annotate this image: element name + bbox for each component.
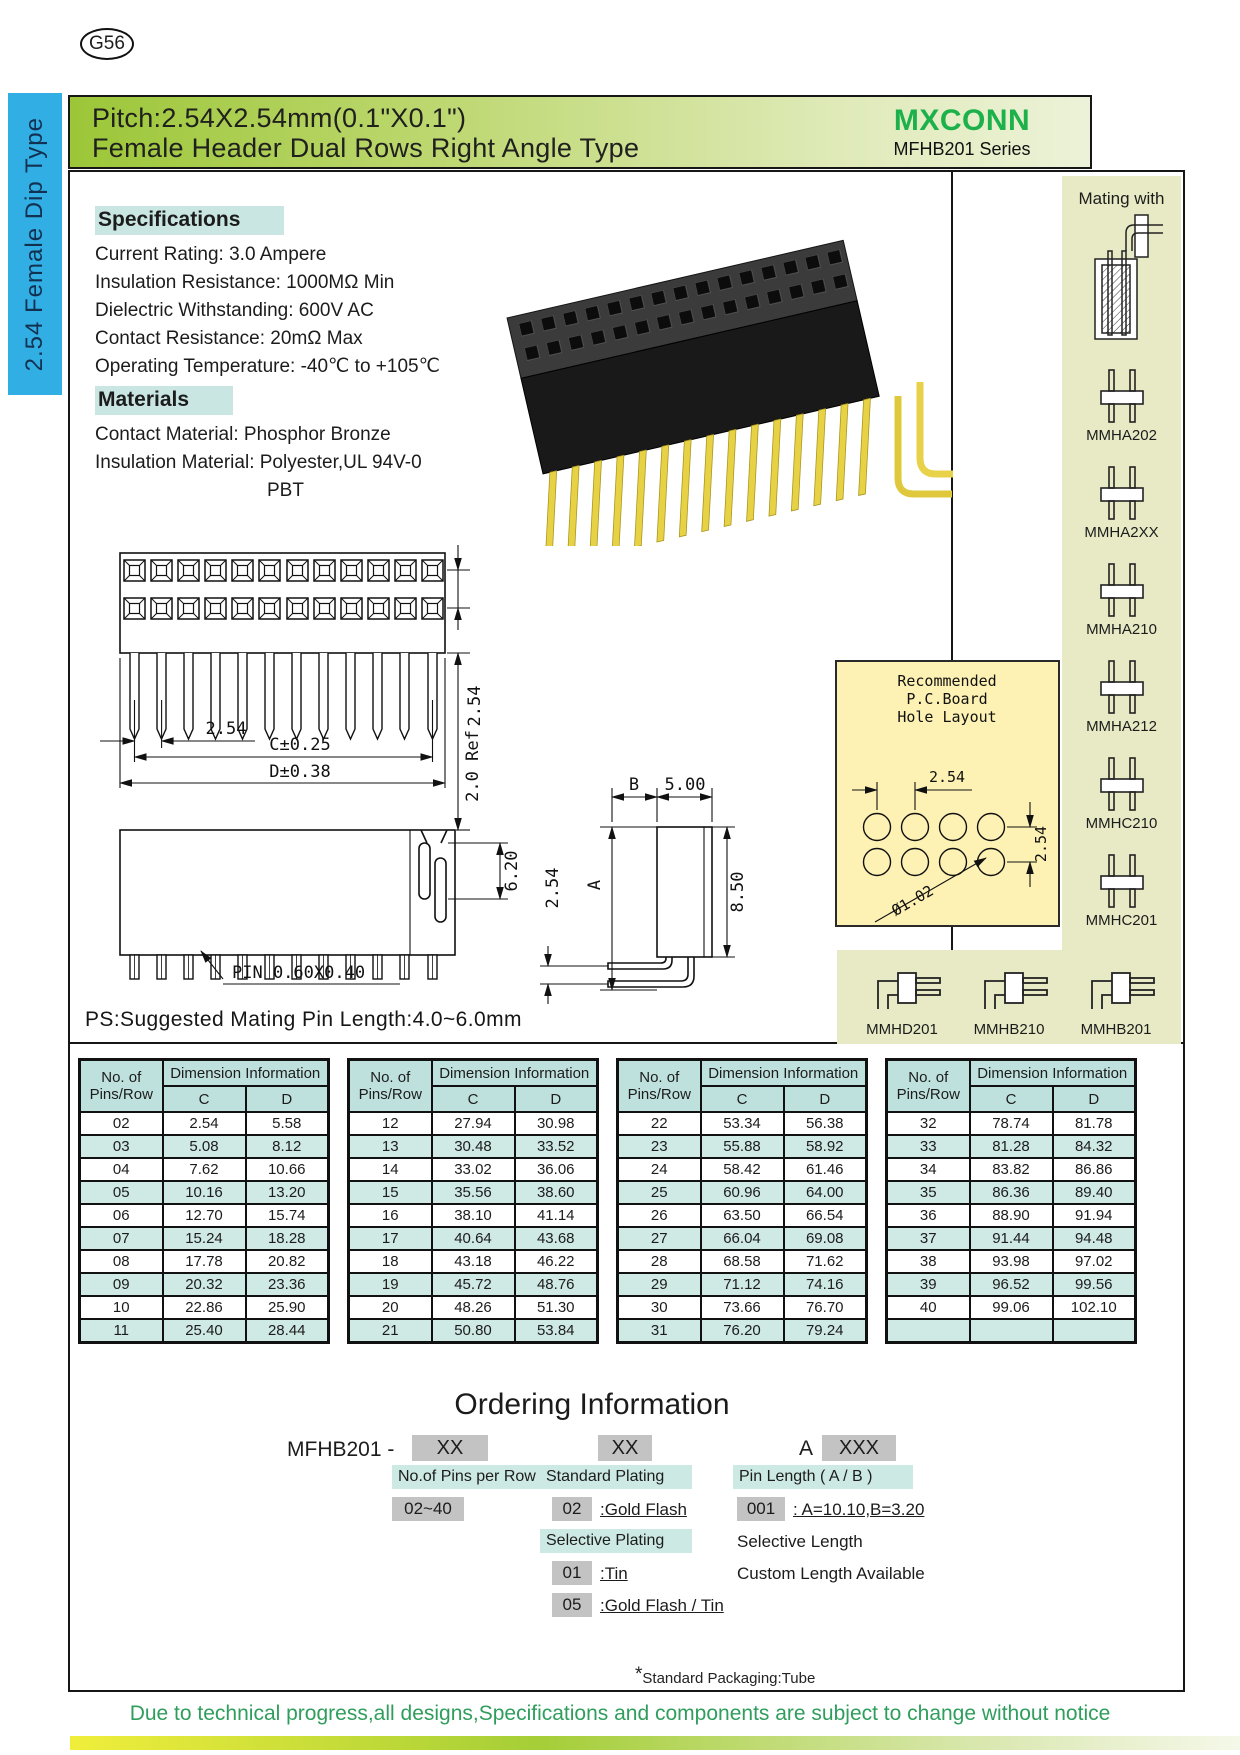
- table-row: 36 88.90 91.94: [887, 1204, 1136, 1227]
- pin-header-icon: [1091, 464, 1153, 522]
- table-row: 02 2.54 5.58: [80, 1112, 329, 1135]
- ordering-code-05: 05: [552, 1593, 592, 1617]
- spec-line: Operating Temperature: -40℃ to +105℃: [95, 356, 440, 377]
- bottom-accent-bar: [70, 1736, 1240, 1750]
- brand-block: [857, 104, 1067, 160]
- ordering-code-01: 01: [552, 1561, 592, 1585]
- table-row: 38 93.98 97.02: [887, 1250, 1136, 1273]
- pin-header-icon: [1091, 367, 1153, 425]
- series-name: MFHB201 Series: [893, 139, 1031, 159]
- table-row: 34 83.82 86.86: [887, 1158, 1136, 1181]
- materials-heading: Materials: [95, 386, 233, 415]
- col-header-dimension: Dimension Information: [163, 1060, 329, 1087]
- dimension-table-2: [347, 1058, 599, 1344]
- mating-part-label: MMHC201: [1085, 912, 1158, 929]
- specifications-section: [95, 206, 440, 381]
- technical-drawing: [75, 545, 955, 1037]
- footer-disclaimer: Due to technical progress,all designs,Specifications and components are subject to change without notice: [129, 1702, 1111, 1725]
- dim-c: C±0.25: [269, 735, 331, 755]
- specifications-heading: Specifications: [95, 206, 284, 235]
- dim-row-pitch: 2.54: [465, 685, 485, 727]
- mating-item: [1084, 541, 1158, 638]
- asterisk-mark: *: [635, 1664, 643, 1685]
- ordering-field-plating: XX: [598, 1435, 652, 1461]
- dimension-table-1: [78, 1058, 330, 1344]
- table-row: 06 12.70 15.74: [80, 1204, 329, 1227]
- mating-part-label: MMHA210: [1086, 621, 1157, 638]
- pin-header-icon: [1091, 755, 1153, 813]
- table-row: 19 45.72 48.76: [349, 1273, 598, 1296]
- dim-pitch: 2.54: [205, 719, 247, 739]
- table-row: 22 53.34 56.38: [618, 1112, 867, 1135]
- mating-pin-length-note: PS:Suggested Mating Pin Length:4.0~6.0mm: [85, 1008, 522, 1031]
- ordering-field-pins: XX: [412, 1435, 488, 1461]
- table-row: 14 33.02 36.06: [349, 1158, 598, 1181]
- mating-item: [1084, 638, 1158, 735]
- table-row: 05 10.16 13.20: [80, 1181, 329, 1204]
- dimension-table-3: [616, 1058, 868, 1344]
- table-row: 26 63.50 66.54: [618, 1204, 867, 1227]
- table-row: 18 43.18 46.22: [349, 1250, 598, 1273]
- table-row: 04 7.62 10.66: [80, 1158, 329, 1181]
- mating-part-label: MMHB210: [973, 1021, 1045, 1038]
- mating-item: [967, 969, 1051, 1038]
- sidebar-category-label: 2.54 Female Dip Type: [21, 116, 48, 372]
- ordering-note-custom-length: Custom Length Available: [737, 1564, 925, 1583]
- dim-ref: 2.0 Ref: [463, 730, 483, 802]
- pcb-title-line2: P.C.Board: [906, 690, 988, 708]
- col-header-pins: No. of Pins/Row: [887, 1060, 970, 1113]
- ordering-part-prefix: MFHB201 -: [287, 1438, 395, 1461]
- mating-item: [1084, 832, 1158, 929]
- materials-list: [95, 421, 422, 505]
- ordering-sel-plating-label: Selective Plating: [540, 1529, 692, 1553]
- table-row: 10 22.86 25.90: [80, 1296, 329, 1319]
- ordering-desc-gold-flash-tin: :Gold Flash / Tin: [600, 1596, 724, 1615]
- page-badge: [80, 28, 134, 60]
- mating-part-label: MMHB201: [1080, 1021, 1152, 1038]
- pin-header-icon: [1091, 561, 1153, 619]
- col-header-pins: No. of Pins/Row: [349, 1060, 432, 1113]
- mating-item: [1084, 735, 1158, 832]
- table-row: 11 25.40 28.44: [80, 1319, 329, 1343]
- pcb-dim-horizontal: 2.54: [928, 768, 966, 786]
- ordering-code-001: 001: [737, 1497, 785, 1521]
- page-badge-label: G56: [89, 33, 125, 54]
- table-row: 35 86.36 89.40: [887, 1181, 1136, 1204]
- table-row: 03 5.08 8.12: [80, 1135, 329, 1158]
- col-header-d: D: [246, 1086, 329, 1112]
- table-row: 13 30.48 33.52: [349, 1135, 598, 1158]
- table-row: 27 66.04 69.08: [618, 1227, 867, 1250]
- spec-line: Insulation Resistance: 1000MΩ Min: [95, 272, 395, 293]
- ordering-pins-range: 02~40: [392, 1497, 464, 1521]
- table-row: 07 15.24 18.28: [80, 1227, 329, 1250]
- packaging-note: [635, 1664, 815, 1687]
- dim-height: 6.20: [502, 850, 522, 892]
- ordering-field-a: A: [799, 1437, 814, 1460]
- right-angle-header-icon: [860, 969, 944, 1019]
- table-row: 29 71.12 74.16: [618, 1273, 867, 1296]
- material-line: Contact Material: Phosphor Bronze: [95, 424, 391, 445]
- mating-item: [1084, 444, 1158, 541]
- col-header-c: C: [163, 1086, 246, 1112]
- dim-850: 8.50: [728, 871, 748, 913]
- col-header-dimension: Dimension Information: [970, 1060, 1136, 1087]
- pin-header-icon: [1091, 658, 1153, 716]
- table-row: 40 99.06 102.10: [887, 1296, 1136, 1319]
- product-photo: [468, 196, 953, 546]
- mating-items: [1084, 347, 1158, 929]
- header-bar: [68, 95, 1092, 169]
- col-header-dimension: Dimension Information: [701, 1060, 867, 1087]
- mating-item: [1074, 969, 1158, 1038]
- table-row: 32 78.74 81.78: [887, 1112, 1136, 1135]
- table-row: 37 91.44 94.48: [887, 1227, 1136, 1250]
- table-row: [887, 1319, 1136, 1343]
- mating-part-label: MMHA202: [1086, 427, 1157, 444]
- col-header-c: C: [701, 1086, 784, 1112]
- header-title-line1: Pitch:2.54X2.54mm(0.1"X0.1"): [92, 103, 467, 133]
- table-row: 20 48.26 51.30: [349, 1296, 598, 1319]
- table-row: 23 55.88 58.92: [618, 1135, 867, 1158]
- pin-size-note: PIN 0.60X0.40: [232, 963, 366, 983]
- col-header-d: D: [515, 1086, 598, 1112]
- mating-cross-section-figure: [1077, 213, 1167, 347]
- col-header-c: C: [970, 1086, 1053, 1112]
- mating-title: Mating with: [1078, 189, 1165, 208]
- mating-item: [860, 969, 944, 1038]
- col-header-dimension: Dimension Information: [432, 1060, 598, 1087]
- right-angle-header-icon: [967, 969, 1051, 1019]
- specifications-list: [95, 241, 440, 381]
- ordering-desc-gold-flash: :Gold Flash: [600, 1500, 687, 1519]
- col-header-d: D: [784, 1086, 867, 1112]
- mating-part-label: MMHD201: [866, 1021, 938, 1038]
- right-angle-header-icon: [1074, 969, 1158, 1019]
- dim-254: 2.54: [543, 867, 563, 909]
- table-row: 15 35.56 38.60: [349, 1181, 598, 1204]
- pcb-dim-vertical: 2.54: [1032, 825, 1050, 863]
- sidebar-category-tab: [8, 93, 62, 395]
- dimension-table-4: [885, 1058, 1137, 1344]
- mating-part-label: MMHA2XX: [1084, 524, 1159, 541]
- dimension-tables: [78, 1058, 1137, 1344]
- table-row: 31 76.20 79.24: [618, 1319, 867, 1343]
- ordering-desc-length: : A=10.10,B=3.20: [793, 1500, 925, 1519]
- table-row: 30 73.66 76.70: [618, 1296, 867, 1319]
- mating-item: [1084, 347, 1158, 444]
- material-line: Insulation Material: Polyester,UL 94V-0: [95, 452, 422, 473]
- table-row: 39 96.52 99.56: [887, 1273, 1136, 1296]
- ordering-desc-tin: :Tin: [600, 1564, 628, 1583]
- ordering-title: Ordering Information: [454, 1388, 730, 1421]
- header-title-line2: Female Header Dual Rows Right Angle Type: [92, 133, 640, 163]
- pcb-hole-layout-panel: [835, 660, 1060, 927]
- mating-part-label: MMHC210: [1085, 815, 1158, 832]
- packaging-note-text: Standard Packaging:Tube: [642, 1670, 816, 1687]
- table-row: 28 68.58 71.62: [618, 1250, 867, 1273]
- table-row: 21 50.80 53.84: [349, 1319, 598, 1343]
- pcb-title-line1: Recommended: [897, 672, 997, 690]
- col-header-pins: No. of Pins/Row: [618, 1060, 701, 1113]
- spec-line: Contact Resistance: 20mΩ Max: [95, 328, 363, 349]
- spec-line: Dielectric Withstanding: 600V AC: [95, 300, 374, 321]
- materials-section: [95, 386, 422, 505]
- mating-with-panel: [1062, 176, 1181, 950]
- mating-bottom-strip: [837, 950, 1181, 1044]
- col-header-d: D: [1053, 1086, 1136, 1112]
- pcb-title-line3: Hole Layout: [897, 708, 997, 726]
- table-row: 08 17.78 20.82: [80, 1250, 329, 1273]
- ordering-field-length: XXX: [822, 1435, 896, 1461]
- material-line: PBT: [267, 480, 304, 501]
- ordering-code-02: 02: [552, 1497, 592, 1521]
- pin-header-icon: [1091, 852, 1153, 910]
- table-row: 17 40.64 43.68: [349, 1227, 598, 1250]
- mating-part-label: MMHA212: [1086, 718, 1157, 735]
- pcb-hole-diameter: Ø1.02: [888, 881, 937, 920]
- dim-500: 5.00: [664, 775, 706, 795]
- dim-d: D±0.38: [269, 762, 331, 782]
- pcb-hole-layout-figure: [837, 662, 1058, 925]
- spec-line: Current Rating: 3.0 Ampere: [95, 244, 327, 265]
- ordering-length-label: Pin Length ( A / B ): [733, 1465, 913, 1489]
- brand-logo-text: MXCONN: [893, 104, 1031, 137]
- ordering-note-selective-length: Selective Length: [737, 1532, 863, 1551]
- ordering-pins-label: No.of Pins per Row: [392, 1465, 542, 1489]
- table-row: 16 38.10 41.14: [349, 1204, 598, 1227]
- col-header-c: C: [432, 1086, 515, 1112]
- table-row: 33 81.28 84.32: [887, 1135, 1136, 1158]
- table-row: 25 60.96 64.00: [618, 1181, 867, 1204]
- table-row: 09 20.32 23.36: [80, 1273, 329, 1296]
- dim-a: A: [585, 879, 605, 891]
- ordering-std-plating-label: Standard Plating: [540, 1465, 692, 1489]
- col-header-pins: No. of Pins/Row: [80, 1060, 163, 1113]
- dim-b: B: [628, 775, 640, 795]
- table-row: 12 27.94 30.98: [349, 1112, 598, 1135]
- table-row: 24 58.42 61.46: [618, 1158, 867, 1181]
